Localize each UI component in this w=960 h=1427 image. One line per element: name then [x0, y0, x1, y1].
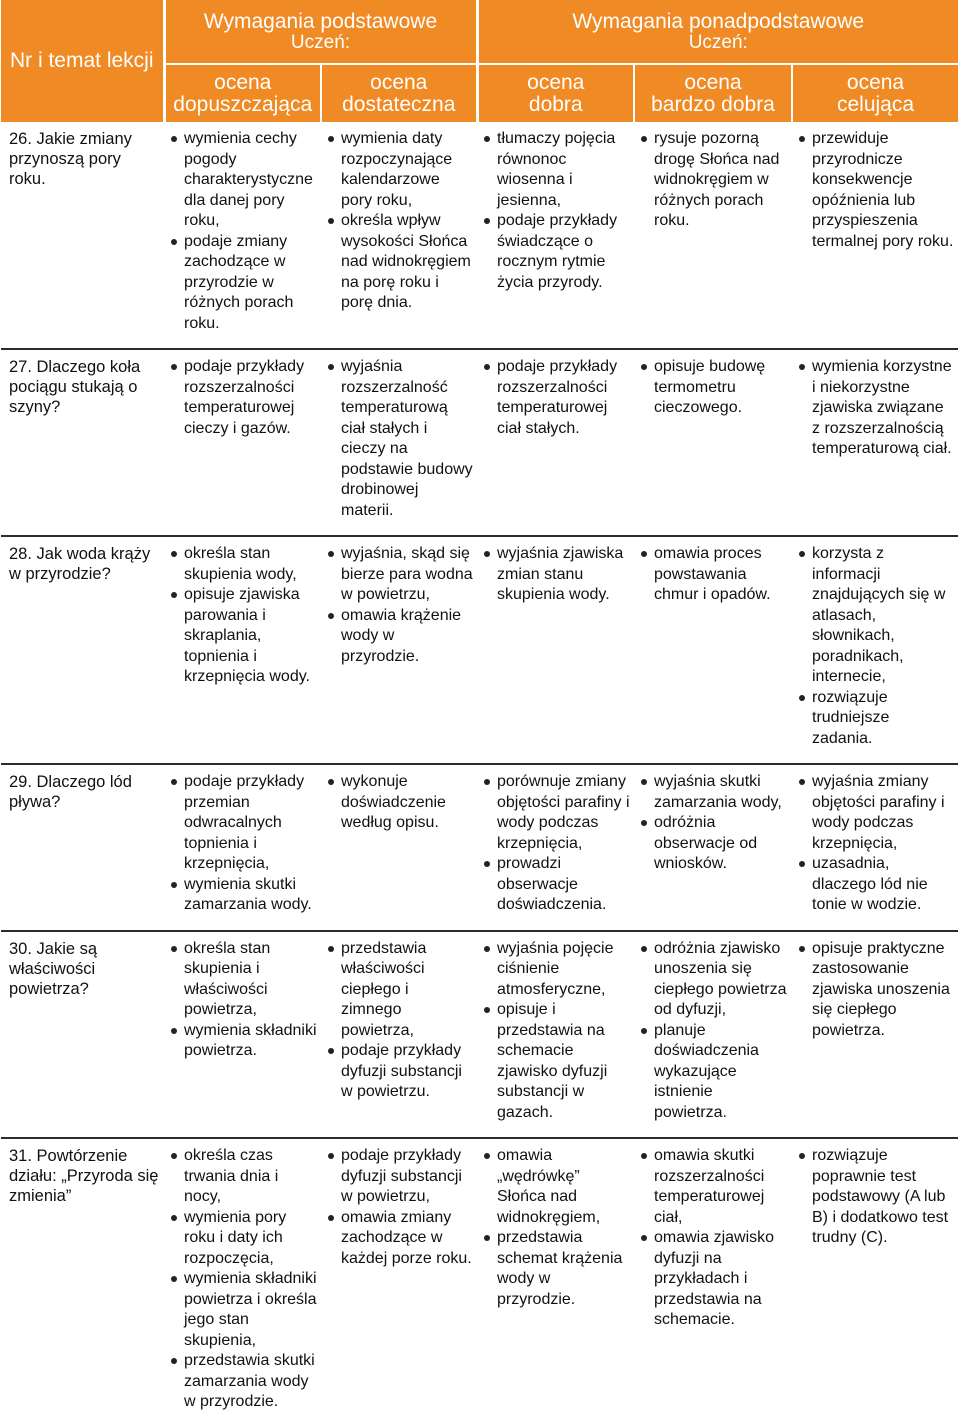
- lesson-title: 26. Jakie zmiany przynoszą pory roku.: [9, 130, 132, 188]
- requirement-cell: [164, 932, 321, 1139]
- requirement-cell: [634, 1139, 792, 1427]
- requirement-list: [481, 357, 630, 439]
- requirement-list: [325, 129, 473, 314]
- requirement-item: podaje przykłady świadczące o rocznym rytmie życia przyrody.: [481, 211, 630, 293]
- lesson-cell: [1, 537, 164, 764]
- requirement-list: [325, 357, 473, 521]
- requirement-item: wymienia skutki zamarzania wody.: [168, 875, 317, 916]
- requirement-list: [638, 939, 788, 1124]
- requirement-cell: [634, 537, 792, 764]
- lesson-cell: [1, 122, 164, 349]
- requirement-item: podaje przykłady rozszerzalności temperaturowej ciał stałych.: [481, 357, 630, 439]
- requirement-list: [168, 1146, 317, 1413]
- grade-header: ocena dobra: [477, 64, 634, 122]
- requirement-item: uzasadnia, dlaczego lód nie tonie w wodzie.: [796, 854, 954, 916]
- requirement-item: omawia proces powstawania chmur i opadów.: [638, 544, 788, 606]
- table-row: [1, 537, 958, 764]
- requirement-item: wymienia korzystne i niekorzystne zjawiska związane z rozszerzalnością temperaturową ciał.: [796, 357, 954, 460]
- requirement-cell: [792, 350, 958, 536]
- requirement-item: rozwiązuje poprawnie test podstawowy (A lub B) i dodatkowo test trudny (C).: [796, 1146, 954, 1249]
- requirement-item: przedstawia skutki zamarzania wody w przyrodzie.: [168, 1351, 317, 1413]
- requirement-list: [168, 772, 317, 916]
- requirement-cell: [477, 537, 634, 764]
- requirement-cell: [164, 765, 321, 931]
- requirement-cell: [164, 122, 321, 349]
- requirement-item: korzysta z informacji znajdujących się w atlasach, słownikach, poradnikach, internecie,: [796, 544, 954, 688]
- requirement-cell: [792, 122, 958, 349]
- requirement-item: przedstawia schemat krążenia wody w przyrodzie.: [481, 1228, 630, 1310]
- header-basic-title: Wymagania podstawowe: [203, 9, 438, 33]
- requirement-item: wyjaśnia skutki zamarzania wody,: [638, 772, 788, 813]
- requirement-item: podaje przykłady przemian odwracalnych topnienia i krzepnięcia,: [168, 772, 317, 875]
- requirement-list: [796, 1146, 954, 1249]
- requirements-table: [1, 0, 958, 1427]
- requirement-item: określa stan skupienia wody,: [168, 544, 317, 585]
- requirement-item: omawia skutki rozszerzalności temperaturowej ciał,: [638, 1146, 788, 1228]
- requirement-item: określa wpływ wysokości Słońca nad widnokręgiem na porę roku i porę dnia.: [325, 211, 473, 314]
- requirement-item: wymienia daty rozpoczynające kalendarzowe pory roku,: [325, 129, 473, 211]
- lesson-title: 29. Dlaczego lód pływa?: [9, 773, 132, 811]
- table-row: [1, 350, 958, 536]
- requirement-cell: [792, 765, 958, 931]
- requirement-list: [638, 1146, 788, 1331]
- header-advanced-title: Wymagania ponadpodstawowe: [572, 9, 865, 33]
- requirement-cell: [321, 122, 477, 349]
- requirement-item: określa stan skupienia i właściwości powietrza,: [168, 939, 317, 1021]
- requirement-list: [796, 357, 954, 460]
- requirement-list: [481, 1146, 630, 1310]
- requirement-item: wykonuje doświadczenie według opisu.: [325, 772, 473, 834]
- requirement-list: [638, 544, 788, 606]
- requirement-list: [796, 544, 954, 749]
- grade-header: ocena dostateczna: [321, 64, 477, 122]
- requirement-item: podaje przykłady rozszerzalności temperaturowej cieczy i gazów.: [168, 357, 317, 439]
- requirement-cell: [477, 350, 634, 536]
- requirement-item: wyjaśnia, skąd się bierze para wodna w powietrzu,: [325, 544, 473, 606]
- requirement-item: planuje doświadczenia wykazujące istnienie powietrza.: [638, 1021, 788, 1124]
- grade-header: ocena bardzo dobra: [634, 64, 792, 122]
- header-advanced: [477, 0, 958, 64]
- requirement-cell: [164, 350, 321, 536]
- requirement-item: przedstawia właściwości ciepłego i zimnego powietrza,: [325, 939, 473, 1042]
- requirement-item: wymienia składniki powietrza.: [168, 1021, 317, 1062]
- lesson-title: 27. Dlaczego koła pociągu stukają o szyny?: [9, 358, 141, 416]
- requirement-item: wyjaśnia zmiany objętości parafiny i wody podczas krzepnięcia,: [796, 772, 954, 854]
- lesson-title: 28. Jak woda krąży w przyrodzie?: [9, 545, 151, 583]
- requirement-item: podaje zmiany zachodzące w przyrodzie w różnych porach roku.: [168, 232, 317, 335]
- requirement-item: określa czas trwania dnia i nocy,: [168, 1146, 317, 1208]
- requirement-cell: [164, 537, 321, 764]
- requirement-item: prowadzi obserwacje doświadczenia.: [481, 854, 630, 916]
- requirement-list: [638, 357, 788, 419]
- requirement-item: rozwiązuje trudniejsze zadania.: [796, 688, 954, 750]
- requirement-list: [481, 544, 630, 606]
- requirement-list: [481, 129, 630, 293]
- requirement-cell: [164, 1139, 321, 1427]
- requirement-list: [168, 939, 317, 1062]
- requirement-item: odróżnia zjawisko unoszenia się ciepłego powietrza od dyfuzji,: [638, 939, 788, 1021]
- header-basic: [164, 0, 477, 64]
- requirement-cell: [477, 932, 634, 1139]
- requirement-item: odróżnia obserwacje od wniosków.: [638, 813, 788, 875]
- lesson-cell: [1, 765, 164, 931]
- requirement-list: [168, 357, 317, 439]
- lesson-title: 30. Jakie są właściwości powietrza?: [9, 939, 98, 998]
- requirement-cell: [634, 350, 792, 536]
- requirement-cell: [634, 122, 792, 349]
- requirement-item: wymienia pory roku i daty ich rozpoczęcia,: [168, 1208, 317, 1270]
- requirement-cell: [321, 350, 477, 536]
- requirement-item: rysuje pozorną drogę Słońca nad widnokręgiem w różnych porach roku.: [638, 129, 788, 232]
- requirement-item: omawia zjawisko dyfuzji na przykładach i przedstawia na schemacie.: [638, 1228, 788, 1331]
- requirement-list: [168, 129, 317, 334]
- lesson-title: 31. Powtórzenie działu: „Przyroda się zmienia”: [9, 1147, 159, 1205]
- requirement-list: [796, 939, 954, 1042]
- requirement-item: wyjaśnia pojęcie ciśnienie atmosferyczne,: [481, 939, 630, 1001]
- header-advanced-sub: Uczeń:: [688, 31, 748, 53]
- requirement-item: podaje przykłady dyfuzji substancji w powietrzu.: [325, 1041, 473, 1103]
- requirement-list: [638, 129, 788, 232]
- requirement-item: omawia krążenie wody w przyrodzie.: [325, 606, 473, 668]
- requirement-cell: [321, 537, 477, 764]
- requirement-cell: [634, 765, 792, 931]
- table-body: [1, 122, 958, 1427]
- grade-header: ocena celująca: [792, 64, 958, 122]
- requirement-item: omawia zmiany zachodzące w każdej porze roku.: [325, 1208, 473, 1270]
- requirement-cell: [477, 1139, 634, 1427]
- requirement-list: [638, 772, 788, 875]
- requirement-item: opisuje praktyczne zastosowanie zjawiska unoszenia się ciepłego powietrza.: [796, 939, 954, 1042]
- requirement-item: opisuje budowę termometru cieczowego.: [638, 357, 788, 419]
- requirement-list: [481, 939, 630, 1124]
- requirement-cell: [792, 537, 958, 764]
- requirement-cell: [634, 932, 792, 1139]
- requirement-list: [325, 939, 473, 1103]
- requirement-item: porównuje zmiany objętości parafiny i wody podczas krzepnięcia,: [481, 772, 630, 854]
- lesson-cell: [1, 1139, 164, 1427]
- requirement-cell: [321, 765, 477, 931]
- requirement-cell: [477, 122, 634, 349]
- requirement-item: opisuje i przedstawia na schemacie zjawisko dyfuzji substancji w gazach.: [481, 1000, 630, 1123]
- table-row: [1, 1139, 958, 1427]
- requirement-cell: [321, 1139, 477, 1427]
- requirement-item: tłumaczy pojęcia równonoc wiosenna i jesienna,: [481, 129, 630, 211]
- requirement-item: wymienia cechy pogody charakterystyczne dla danej pory roku,: [168, 129, 317, 232]
- header-lesson: Nr i temat lekcji: [1, 0, 164, 122]
- requirement-item: wyjaśnia rozszerzalność temperaturową ciał stałych i cieczy na podstawie budowy drobinowej materii.: [325, 357, 473, 521]
- requirement-list: [325, 544, 473, 667]
- requirement-cell: [792, 932, 958, 1139]
- requirement-item: wymienia składniki powietrza i określa jego stan skupienia,: [168, 1269, 317, 1351]
- requirement-item: wyjaśnia zjawiska zmian stanu skupienia wody.: [481, 544, 630, 606]
- requirement-item: podaje przykłady dyfuzji substancji w powietrzu,: [325, 1146, 473, 1208]
- requirement-cell: [321, 932, 477, 1139]
- grade-header: ocena dopuszczająca: [164, 64, 321, 122]
- requirement-list: [796, 129, 954, 252]
- requirement-cell: [477, 765, 634, 931]
- requirement-list: [481, 772, 630, 916]
- header-basic-sub: Uczeń:: [290, 31, 351, 53]
- table-row: [1, 122, 958, 349]
- requirement-item: przewiduje przyrodnicze konsekwencje opóźnienia lub przyspieszenia termalnej pory roku.: [796, 129, 954, 252]
- lesson-cell: [1, 932, 164, 1139]
- lesson-cell: [1, 350, 164, 536]
- requirement-cell: [792, 1139, 958, 1427]
- requirement-list: [325, 772, 473, 834]
- requirement-list: [168, 544, 317, 688]
- table-row: [1, 932, 958, 1139]
- requirement-item: opisuje zjawiska parowania i skraplania, topnienia i krzepnięcia wody.: [168, 585, 317, 688]
- table-row: [1, 765, 958, 931]
- requirement-list: [796, 772, 954, 916]
- requirement-item: omawia „wędrówkę” Słońca nad widnokręgiem,: [481, 1146, 630, 1228]
